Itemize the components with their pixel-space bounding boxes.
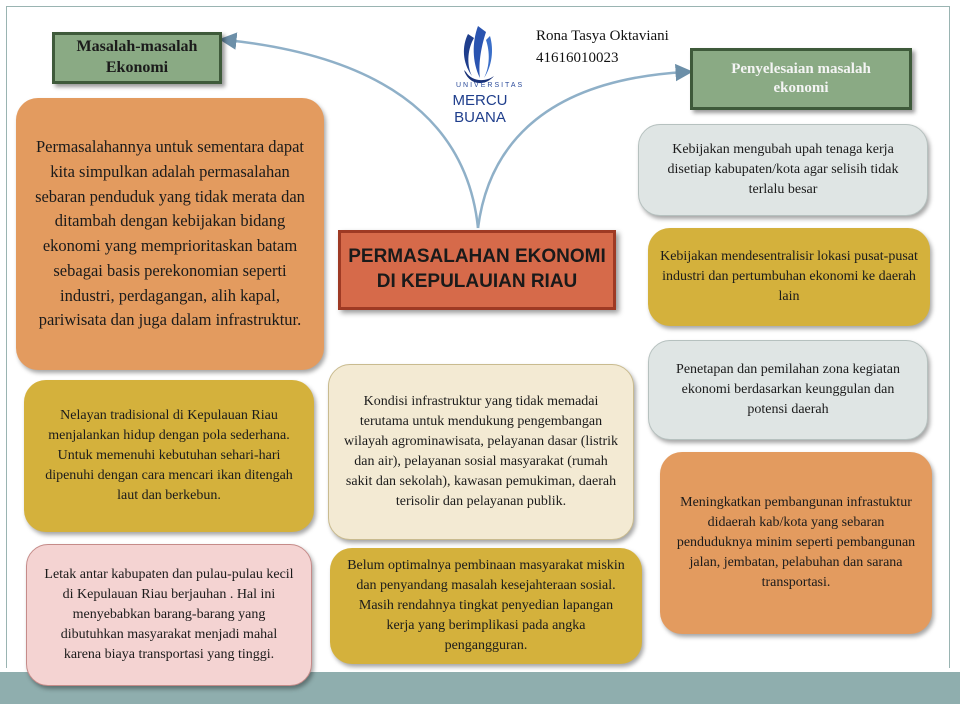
mercu-buana-logo — [428, 22, 532, 126]
problem-text-2: Nelayan tradisional di Kepulauan Riau menjalankan hidup dengan pola sederhana. Untuk memenuhi kebutuhan sehari-hari dipenuhi dengan cara mencari ikan ditengah laut dan berkebun. — [45, 408, 293, 503]
problem-text-5: Belum optimalnya pembinaan masyarakat miskin dan penyandang masalah kesejahteraan sosial. Masih rendahnya tingkat penyedian lapangan kerja yang berimplikasi pada angka pengangguran. — [347, 558, 625, 653]
solution-box-2 — [648, 228, 930, 326]
problem-text-1: Permasalahannya untuk sementara dapat kita simpulkan adalah permasalahan sebaran penduduk yang tidak merata dan ditambah dengan kebijakan bidang ekonomi yang memprioritaskan batam sebagai basis perekonomian seperti industri, perdagangan, alih kapal, pariwisata dan juga dalam infrastruktur. — [35, 137, 305, 330]
author-id: 41616010023 — [536, 49, 619, 66]
problem-box-3 — [26, 544, 312, 686]
author-name: Rona Tasya Oktaviani — [536, 28, 669, 44]
left-header — [52, 32, 222, 84]
problem-box-1 — [16, 98, 324, 370]
right-header-line2: ekonomi — [773, 80, 829, 96]
title-line1: PERMASALAHAN EKONOMI — [348, 246, 606, 268]
solution-box-1 — [638, 124, 928, 216]
solution-box-4 — [660, 452, 932, 634]
solution-text-1: Kebijakan mengubah upah tenaga kerja disetiap kabupaten/kota agar selisih tidak terlalu besar — [667, 142, 899, 197]
right-header-line1: Penyelesaian masalah — [731, 60, 871, 77]
solution-text-4: Meningkatkan pembangunan infrastuktur didaerah kab/kota yang sebaran penduduknya minim seperti pembangunan jalan, jembatan, pelabuhan dan sarana transportasi. — [676, 495, 916, 590]
author-info — [536, 26, 669, 70]
solution-text-2: Kebijakan mendesentralisir lokasi pusat-pusat industri dan pertumbuhan ekonomi ke daerah lain — [660, 249, 918, 304]
title-line2: DI KEPULAUIAN RIAU — [376, 271, 578, 292]
problem-box-4 — [328, 364, 634, 540]
problem-box-5 — [330, 548, 642, 664]
problem-box-2 — [24, 380, 314, 532]
logo-small-text: UNIVERSITAS — [456, 82, 525, 89]
left-header-line1: Masalah-masalah — [76, 38, 198, 56]
problem-text-3: Letak antar kabupaten dan pulau-pulau kecil di Kepulauan Riau berjauhan . Hal ini menyebabkan barang-barang yang dibutuhkan masyarakat menjadi mahal karena biaya transportasi yang tinggi. — [44, 567, 294, 662]
solution-box-3 — [648, 340, 928, 440]
solution-text-3: Penetapan dan pemilahan zona kegiatan ekonomi berdasarkan keunggulan dan potensi daerah — [676, 362, 900, 417]
problem-text-4: Kondisi infrastruktur yang tidak memadai terutama untuk mendukung pengembangan wilayah agrominawisata, pelayanan dasar (listrik dan air), pelayanan sosial masyarakat (rumah sakit dan sekolah), kawasan pemukiman, daerah terisolir dan pelayanan publik. — [343, 394, 619, 509]
right-header — [690, 48, 912, 110]
logo-name: MERCU BUANA — [452, 92, 508, 126]
left-header-line2: Ekonomi — [105, 59, 169, 76]
main-title — [338, 230, 616, 310]
